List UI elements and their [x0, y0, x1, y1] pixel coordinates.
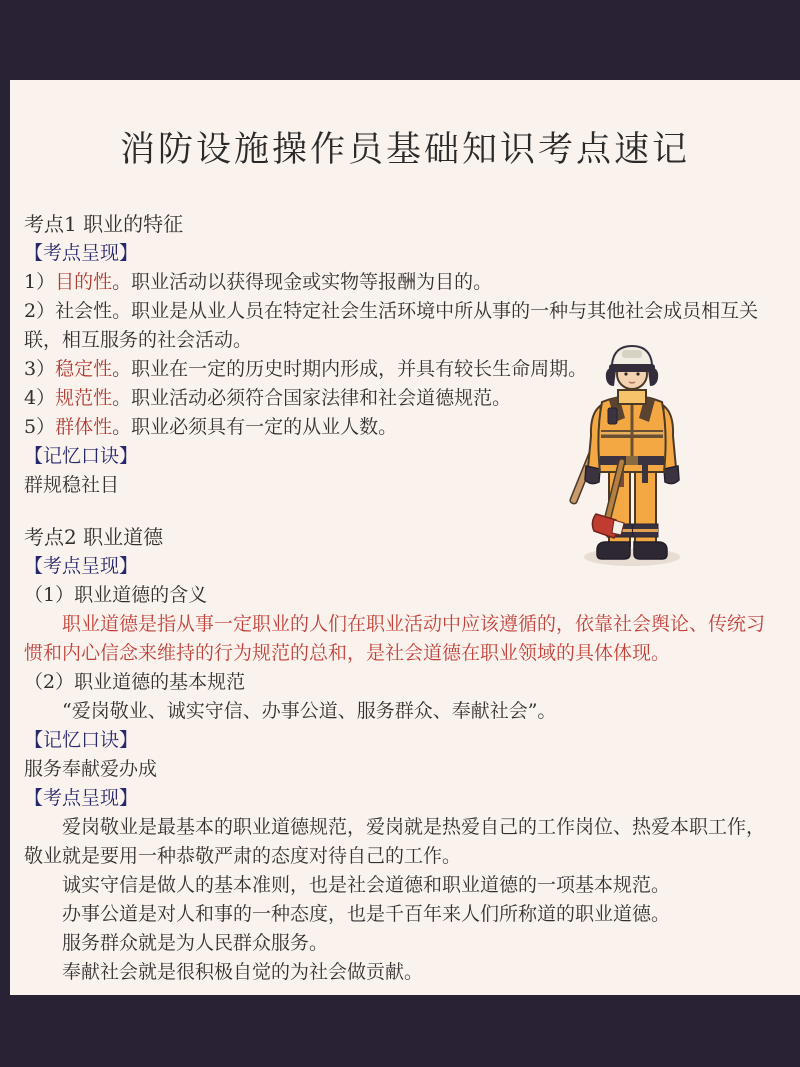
text-segment: 【考点呈现】 — [24, 242, 139, 264]
text-segment: 爱岗敬业是最基本的职业道德规范，爱岗就是热爱自己的工作岗位、热爱本职工作，敬业就是要用一种恭敬严肃的态度对待自己的工作。 — [24, 816, 766, 867]
text-line — [24, 581, 774, 610]
text-line — [24, 929, 774, 958]
text-line — [24, 210, 774, 239]
text-segment: 3） — [24, 358, 56, 380]
text-segment: 。职业必须具有一定的从业人数。 — [112, 416, 398, 438]
text-segment: “爱岗敬业、诚实守信、办事公道、服务群众、奉献社会”。 — [62, 700, 557, 722]
text-segment: （2）职业道德的基本规范 — [24, 671, 246, 693]
document-body — [10, 210, 800, 987]
text-segment: 【记忆口诀】 — [24, 445, 139, 467]
text-segment: 【记忆口诀】 — [24, 729, 139, 751]
text-segment: 服务奉献爱办成 — [24, 758, 158, 780]
text-segment: 稳定性 — [55, 358, 113, 380]
text-segment: 群体性 — [55, 416, 113, 438]
text-line — [24, 813, 774, 871]
text-segment: 考点1 职业的特征 — [24, 212, 184, 236]
text-line — [24, 755, 774, 784]
text-segment: （1）职业道德的含义 — [24, 584, 208, 606]
firefighter-illustration — [562, 338, 702, 570]
text-segment: 1） — [24, 271, 56, 293]
text-segment: 服务群众就是为人民群众服务。 — [62, 932, 329, 954]
text-line — [24, 958, 774, 987]
text-segment: 职业道德是指从事一定职业的人们在职业活动中应该遵循的，依靠社会舆论、传统习惯和内心信念来维持的行为规范的总和，是社会道德在职业领域的具体体现。 — [24, 613, 766, 664]
text-line — [24, 726, 774, 755]
text-segment: 。职业在一定的历史时期内形成，并具有较长生命周期。 — [112, 358, 588, 380]
text-line — [24, 900, 774, 929]
text-segment: 4） — [24, 387, 56, 409]
text-segment: 。职业活动以获得现金或实物等报酬为目的。 — [112, 271, 493, 293]
text-line — [24, 871, 774, 900]
text-segment: 。职业活动必须符合国家法律和社会道德规范。 — [112, 387, 512, 409]
text-segment: 2）社会性。职业是从业人员在特定社会生活环境中所从事的一种与其他社会成员相互关联，相互服务的社会活动。 — [24, 300, 759, 351]
text-segment: 目的性 — [55, 271, 113, 293]
text-segment: 规范性 — [55, 387, 113, 409]
text-line — [24, 239, 774, 268]
text-line — [24, 784, 774, 813]
text-line — [24, 610, 774, 668]
text-segment: 考点2 职业道德 — [24, 525, 164, 549]
document-page — [10, 80, 800, 995]
text-line — [24, 268, 774, 297]
text-line — [24, 697, 774, 726]
page-title: 消防设施操作员基础知识考点速记 — [119, 130, 690, 170]
text-segment: 奉献社会就是很积极自觉的为社会做贡献。 — [62, 961, 424, 983]
text-segment: 【考点呈现】 — [24, 555, 139, 577]
text-segment: 群规稳社目 — [24, 474, 120, 496]
text-line — [24, 668, 774, 697]
text-segment: 诚实守信是做人的基本准则，也是社会道德和职业道德的一项基本规范。 — [62, 874, 671, 896]
text-segment: 5） — [24, 416, 56, 438]
text-segment: 办事公道是对人和事的一种态度，也是千百年来人们所称道的职业道德。 — [62, 903, 671, 925]
text-segment: 【考点呈现】 — [24, 787, 139, 809]
